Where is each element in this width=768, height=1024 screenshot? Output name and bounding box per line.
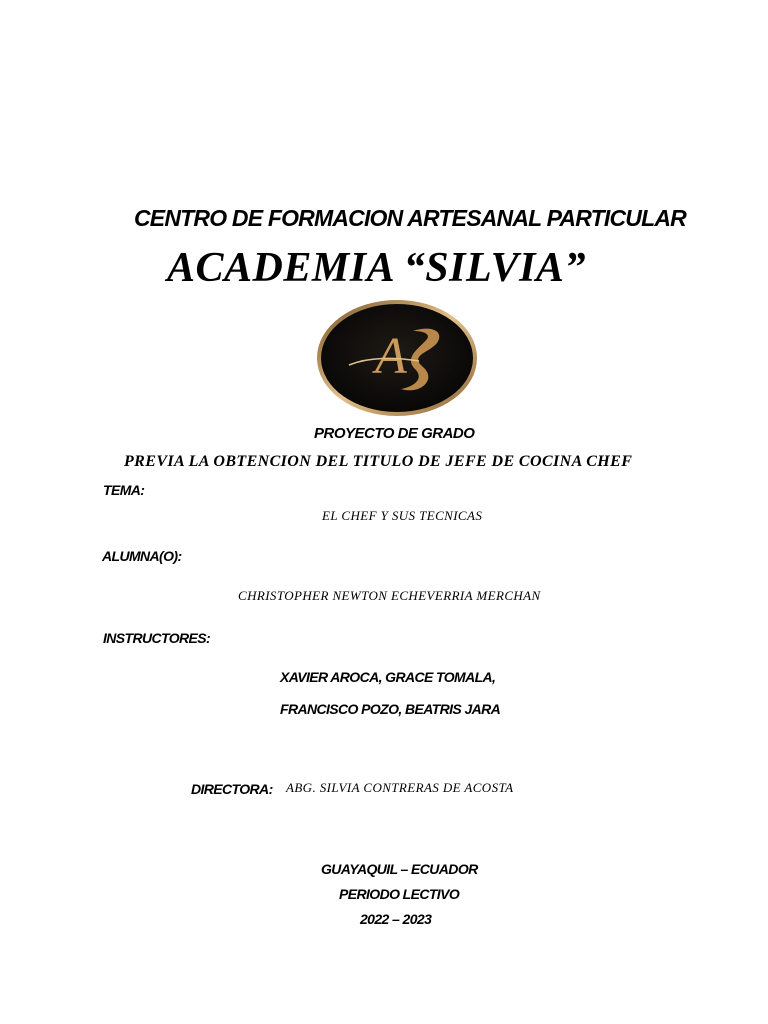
alumna-label: ALUMNA(O): bbox=[102, 548, 182, 564]
academy-logo-icon bbox=[309, 295, 485, 425]
directora-value: ABG. SILVIA CONTRERAS DE ACOSTA bbox=[286, 780, 514, 795]
academic-period-label: PERIODO LECTIVO bbox=[339, 886, 460, 902]
instructores-label: INSTRUCTORES: bbox=[103, 630, 211, 646]
institution-name: CENTRO DE FORMACION ARTESANAL PARTICULAR bbox=[134, 205, 686, 231]
degree-statement: PREVIA LA OBTENCION DEL TITULO DE JEFE DE COCINA CHEF bbox=[124, 453, 633, 470]
svg-text:A: A bbox=[375, 328, 407, 385]
tema-value: EL CHEF Y SUS TECNICAS bbox=[322, 508, 483, 523]
project-type: PROYECTO DE GRADO bbox=[314, 425, 475, 442]
academy-title: ACADEMIA “SILVIA” bbox=[167, 245, 586, 291]
alumna-value: CHRISTOPHER NEWTON ECHEVERRIA MERCHAN bbox=[238, 588, 541, 603]
tema-label: TEMA: bbox=[103, 482, 145, 498]
location: GUAYAQUIL – ECUADOR bbox=[321, 861, 478, 877]
directora-label: DIRECTORA: bbox=[191, 781, 273, 797]
instructor-line: FRANCISCO POZO, BEATRIS JARA bbox=[280, 701, 501, 717]
academic-years: 2022 – 2023 bbox=[360, 911, 432, 927]
instructor-line: XAVIER AROCA, GRACE TOMALA, bbox=[280, 669, 496, 685]
